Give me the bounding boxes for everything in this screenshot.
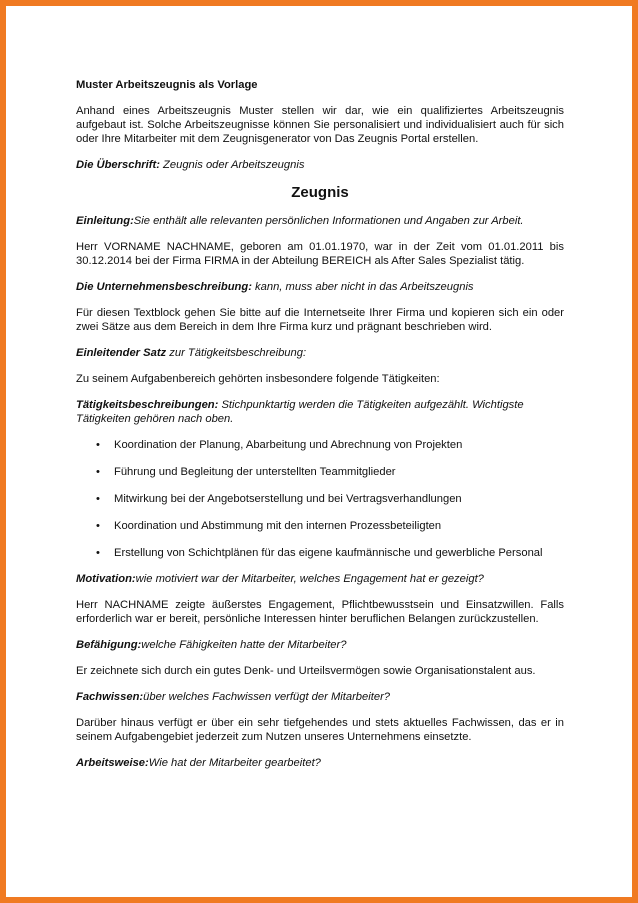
section-heading-taetigkeiten bbox=[76, 398, 564, 426]
document-page bbox=[6, 6, 632, 897]
ability-paragraph: Er zeichnete sich durch ein gutes Denk- und Urteilsvermögen sowie Organisationstalent aus. bbox=[76, 665, 536, 677]
bullet-icon: • bbox=[96, 466, 100, 478]
personal-data-paragraph: Herr VORNAME NACHNAME, geboren am 01.01.1970, war in der Zeit vom 01.01.2011 bis 30.12.2014 bei der Firma FIRMA in der Abteilung BEREICH als After Sales Spezialist tätig. bbox=[76, 241, 564, 267]
section-heading-unternehmensbeschreibung bbox=[76, 280, 564, 294]
section-heading-fachwissen bbox=[76, 690, 564, 704]
tasks-intro-paragraph: Zu seinem Aufgabenbereich gehörten insbesondere folgende Tätigkeiten: bbox=[76, 373, 440, 385]
list-item-text: Führung und Begleitung der unterstellten Teammitglieder bbox=[114, 466, 396, 478]
list-item bbox=[76, 438, 564, 452]
section-heading-motivation bbox=[76, 572, 564, 586]
bullet-icon: • bbox=[96, 547, 100, 559]
section-heading-ueberschrift bbox=[76, 158, 564, 172]
section-note: Stichpunktartig werden die Tätigkeiten aufgezählt. Wichtigste Tätigkeiten gehören nach oben. bbox=[76, 399, 524, 425]
bullet-icon: • bbox=[96, 439, 100, 451]
section-label: Einleitung: bbox=[76, 215, 134, 227]
section-note: welche Fähigkeiten hatte der Mitarbeiter? bbox=[141, 639, 347, 651]
section-label: Befähigung: bbox=[76, 639, 142, 651]
list-item-text: Erstellung von Schichtplänen für das eigene kaufmännische und gewerbliche Personal bbox=[114, 547, 543, 559]
section-label: Tätigkeitsbeschreibungen: bbox=[76, 399, 219, 411]
document-title: Muster Arbeitszeugnis als Vorlage bbox=[76, 79, 258, 91]
intro-paragraph: Anhand eines Arbeitszeugnis Muster stellen wir dar, wie ein qualifiziertes Arbeitszeugnis aufgebaut ist. Solche Arbeitszeugnisse können Sie personalisiert und individualisiert auch für sich oder Ihre Mitarbeiter mit dem Zeugnisgenerator von Das Zeugnis Portal erstellen. bbox=[76, 105, 564, 145]
company-paragraph: Für diesen Textblock gehen Sie bitte auf die Internetseite Ihrer Firma und kopieren sich ein oder zwei Sätze aus dem Bereich in dem Ihre Firma kurz und prägnant beschrieben wird. bbox=[76, 307, 564, 333]
list-item bbox=[76, 492, 564, 506]
section-heading-einleitung bbox=[76, 214, 564, 228]
section-label: Einleitender Satz bbox=[76, 347, 167, 359]
section-heading-befaehigung bbox=[76, 638, 564, 652]
section-note: kann, muss aber nicht in das Arbeitszeugnis bbox=[251, 281, 474, 293]
motivation-paragraph: Herr NACHNAME zeigte äußerstes Engagement, Pflichtbewusstsein und Einsatzwillen. Falls erforderlich war er bereit, persönliche Interessen hinter beruflichen Belangen zurückzustellen. bbox=[76, 599, 564, 625]
task-list bbox=[76, 438, 564, 560]
list-item-text: Mitwirkung bei der Angebotserstellung und bei Vertragsverhandlungen bbox=[114, 493, 462, 505]
section-note: Zeugnis oder Arbeitszeugnis bbox=[159, 159, 305, 171]
section-note: Wie hat der Mitarbeiter gearbeitet? bbox=[148, 757, 321, 769]
bullet-icon: • bbox=[96, 493, 100, 505]
section-heading-einleitender-satz bbox=[76, 346, 564, 360]
document-body bbox=[76, 78, 564, 782]
section-note: Sie enthält alle relevanten persönlichen Informationen und Angaben zur Arbeit. bbox=[133, 215, 524, 227]
section-label: Die Überschrift: bbox=[76, 159, 160, 171]
list-item bbox=[76, 546, 564, 560]
section-label: Arbeitsweise: bbox=[76, 757, 149, 769]
list-item-text: Koordination der Planung, Abarbeitung und Abrechnung von Projekten bbox=[114, 439, 463, 451]
section-heading-arbeitsweise bbox=[76, 756, 564, 770]
list-item bbox=[76, 465, 564, 479]
expertise-paragraph: Darüber hinaus verfügt er über ein sehr tiefgehendes und stets aktuelles Fachwissen, das er in seinem Aufgabengebiet jederzeit zum Nutzen unseres Unternehmens einsetzte. bbox=[76, 717, 564, 743]
section-note: zur Tätigkeitsbeschreibung: bbox=[166, 347, 307, 359]
bullet-icon: • bbox=[96, 520, 100, 532]
list-item bbox=[76, 519, 564, 533]
section-label: Motivation: bbox=[76, 573, 136, 585]
zeugnis-title: Zeugnis bbox=[291, 184, 349, 201]
section-label: Fachwissen: bbox=[76, 691, 144, 703]
section-note: über welches Fachwissen verfügt der Mitarbeiter? bbox=[143, 691, 391, 703]
section-note: wie motiviert war der Mitarbeiter, welches Engagement hat er gezeigt? bbox=[135, 573, 484, 585]
section-label: Die Unternehmensbeschreibung: bbox=[76, 281, 252, 293]
list-item-text: Koordination und Abstimmung mit den internen Prozessbeteiligten bbox=[114, 520, 442, 532]
